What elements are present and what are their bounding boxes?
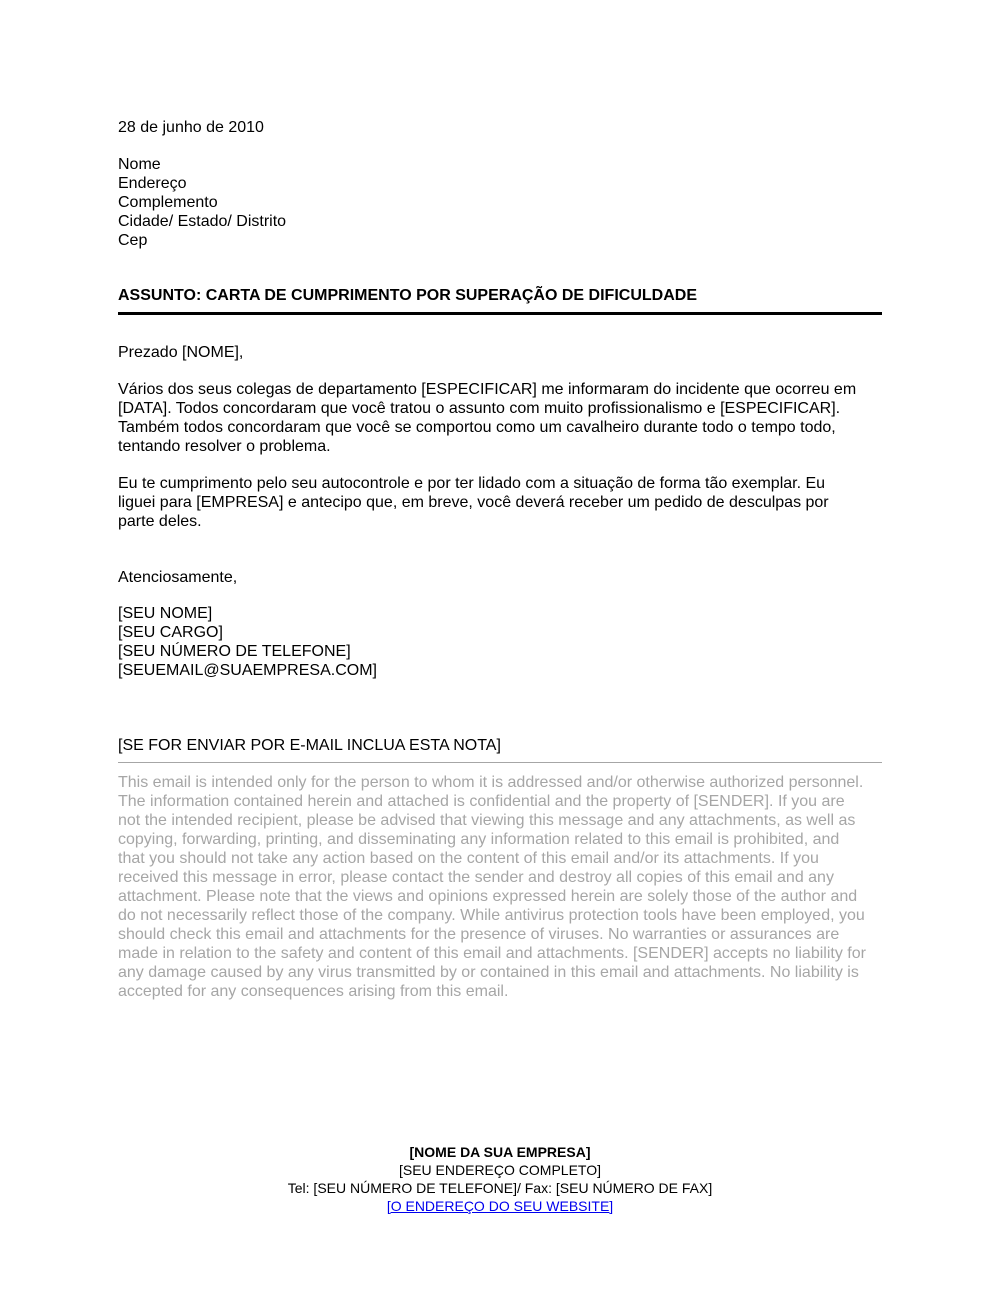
signature-block bbox=[118, 604, 882, 680]
closing: Atenciosamente, bbox=[118, 569, 238, 586]
paragraph-line: parte deles. bbox=[118, 513, 202, 530]
disclaimer-line: This email is intended only for the person to whom it is addressed and/or otherwise authorized personnel. bbox=[118, 774, 864, 791]
email-note-heading: [SE FOR ENVIAR POR E-MAIL INCLUA ESTA NOTA] bbox=[118, 737, 501, 754]
recipient-line: Cidade/ Estado/ Distrito bbox=[118, 213, 287, 230]
paragraph-line: Também todos concordaram que você se comportou como um cavalheiro durante todo o tempo todo, bbox=[118, 419, 836, 436]
body-paragraph-1 bbox=[118, 380, 882, 456]
footer-address: [SEU ENDEREÇO COMPLETO] bbox=[398, 1162, 601, 1178]
recipient-address bbox=[118, 155, 882, 250]
signature-name: [SEU NOME] bbox=[118, 605, 213, 622]
paragraph-line: Vários dos seus colegas de departamento [ESPECIFICAR] me informaram do incidente que ocorreu em bbox=[118, 381, 857, 398]
disclaimer-line: The information contained herein and attached is confidential and the property of [SENDER]. If you are bbox=[118, 793, 845, 810]
disclaimer-line: not the intended recipient, please be advised that viewing this message and any attachments, as well as bbox=[118, 812, 856, 829]
disclaimer-line: received this message in error, please contact the sender and destroy all copies of this email and any bbox=[118, 869, 834, 886]
recipient-line: Nome bbox=[118, 156, 161, 173]
paragraph-line: Eu te cumprimento pelo seu autocontrole e por ter lidado com a situação de forma tão exemplar. Eu bbox=[118, 475, 826, 492]
disclaimer-line: any damage caused by any virus transmitted by or contained in this email and attachments. No liability is bbox=[118, 964, 859, 981]
recipient-line: Cep bbox=[118, 232, 148, 249]
footer-contact: Tel: [SEU NÚMERO DE TELEFONE]/ Fax: [SEU NÚMERO DE FAX] bbox=[287, 1180, 713, 1196]
disclaimer-line: made in relation to the safety and content of this email and attachments. [SENDER] accepts no liability for bbox=[118, 945, 866, 962]
disclaimer-line: copying, forwarding, printing, and disseminating any information related to this email is prohibited, and bbox=[118, 831, 840, 848]
signature-phone: [SEU NÚMERO DE TELEFONE] bbox=[118, 643, 351, 660]
email-note-divider bbox=[118, 762, 882, 763]
email-disclaimer bbox=[118, 773, 882, 1001]
body-paragraph-2 bbox=[118, 474, 882, 531]
company-footer bbox=[0, 1143, 1000, 1215]
paragraph-line: tentando resolver o problema. bbox=[118, 438, 331, 455]
salutation: Prezado [NOME], bbox=[118, 344, 244, 361]
disclaimer-line: accepted for any consequences arising from this email. bbox=[118, 983, 509, 1000]
subject-divider bbox=[118, 312, 882, 315]
recipient-line: Complemento bbox=[118, 194, 218, 211]
recipient-line: Endereço bbox=[118, 175, 187, 192]
disclaimer-line: do not necessarily reflect those of the company. While antivirus protection tools have been employed, you bbox=[118, 907, 865, 924]
letter-date: 28 de junho de 2010 bbox=[118, 119, 264, 136]
footer-website-link[interactable]: [O ENDEREÇO DO SEU WEBSITE] bbox=[386, 1198, 614, 1214]
disclaimer-line: should check this email and attachments for the presence of viruses. No warranties or assurances are bbox=[118, 926, 840, 943]
signature-email: [SEUEMAIL@SUAEMPRESA.COM] bbox=[118, 662, 377, 679]
paragraph-line: [DATA]. Todos concordaram que você tratou o assunto com muito profissionalismo e [ESPECIFICAR]. bbox=[118, 400, 841, 417]
subject-heading: ASSUNTO: CARTA DE CUMPRIMENTO POR SUPERAÇÃO DE DIFICULDADE bbox=[118, 287, 697, 304]
signature-title: [SEU CARGO] bbox=[118, 624, 223, 641]
disclaimer-line: that you should not take any action based on the content of this email and/or its attachments. If you bbox=[118, 850, 819, 867]
paragraph-line: liguei para [EMPRESA] e antecipo que, em breve, você deverá receber um pedido de desculpas por bbox=[118, 494, 829, 511]
disclaimer-line: attachment. Please note that the views and opinions expressed herein are solely those of the author and bbox=[118, 888, 858, 905]
footer-company-name: [NOME DA SUA EMPRESA] bbox=[409, 1144, 591, 1160]
